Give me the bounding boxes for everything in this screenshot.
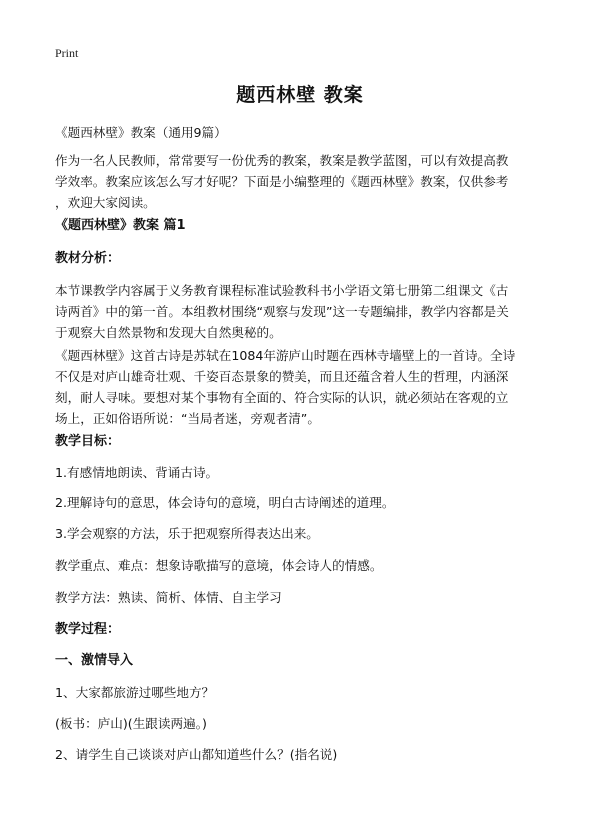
text-line: 《题西林壁》教案 篇1 [55, 218, 186, 233]
text-line: (板书：庐山)(生跟读两遍。) [55, 716, 207, 731]
text-line: 一、激情导入 [55, 653, 134, 668]
text-line: 2、请学生自己谈谈对庐山都知道些什么？(指名说) [55, 747, 338, 762]
text-line: 学效率。教案应该怎么写才好呢？下面是小编整理的《题西林壁》教案，仅供参考 [55, 174, 509, 189]
text-line: 不仅是对庐山雄奇壮观、千姿百态景象的赞美，而且还蕴含着人生的哲理，内涵深 [55, 369, 509, 384]
step-item-1 [55, 682, 555, 703]
text-line: ，欢迎大家阅读。 [55, 195, 156, 210]
text-line: 场上，正如俗语所说：“当局者迷，旁观者清”。 [55, 411, 320, 426]
step-item-board [55, 713, 555, 734]
goal-2 [55, 492, 555, 513]
intro-paragraph [55, 150, 555, 213]
subheading-teaching-goals [55, 431, 555, 452]
print-link[interactable]: Print [55, 46, 79, 60]
text-line: 教学过程： [55, 622, 121, 637]
text-line: 1.有感情地朗读、背诵古诗。 [55, 465, 219, 480]
text-line: 教学方法：熟读、简析、体情、自主学习 [55, 590, 282, 605]
subheading-teaching-process [55, 619, 555, 640]
goal-3 [55, 523, 555, 544]
analysis-paragraph-1 [55, 280, 555, 343]
key-points [55, 555, 555, 576]
page-title: 题西林壁 教案 [236, 84, 364, 106]
text-line: 教学目标： [55, 434, 121, 449]
text-line: 2.理解诗句的意思，体会诗句的意境，明白古诗阐述的道理。 [55, 495, 395, 510]
text-line: 本节课教学内容属于义务教育课程标准试验教科书小学语文第七册第二组课文《古 [55, 283, 509, 298]
text-line: 诗两首》中的第一首。本组教材围绕“观察与发现”这一专题编排，教学内容都是关 [55, 304, 509, 319]
text-line: 1、大家都旅游过哪些地方？ [55, 685, 215, 700]
goal-1 [55, 462, 555, 483]
text-line: 于观察大自然景物和发现大自然奥秘的。 [55, 325, 282, 340]
text-line: 教材分析： [55, 251, 121, 266]
section-heading [55, 215, 555, 236]
analysis-paragraph-2 [55, 345, 555, 429]
text-line: 教学重点、难点：想象诗歌描写的意境，体会诗人的情感。 [55, 558, 383, 573]
text-line: 3.学会观察的方法，乐于把观察所得表达出来。 [55, 526, 319, 541]
step-item-2 [55, 744, 555, 765]
subheading-textbook-analysis [55, 248, 555, 269]
step-heading-intro [55, 650, 555, 671]
intro-subtitle [55, 122, 555, 143]
text-line: 作为一名人民教师，常常要写一份优秀的教案，教案是教学蓝图，可以有效提高教 [55, 153, 509, 168]
teaching-methods [55, 587, 555, 608]
text-line: 刻，耐人寻味。要想对某个事物有全面的、符合实际的认识，就必须站在客观的立 [55, 390, 509, 405]
text-line: 《题西林壁》教案（通用9篇） [55, 125, 227, 140]
text-line: 《题西林壁》这首古诗是苏轼在1084年游庐山时题在西林寺墙壁上的一首诗。全诗 [55, 348, 516, 363]
